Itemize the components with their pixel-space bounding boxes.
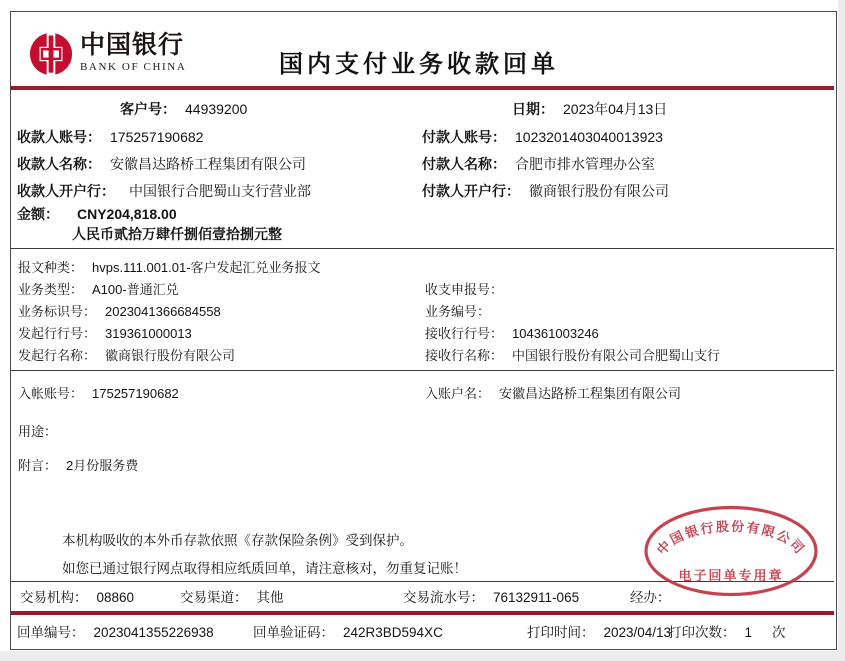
payer-name-row [422, 154, 655, 174]
transaction-serial-label: 交易流水号： [403, 590, 484, 605]
verify-code-label: 回单验证码： [253, 625, 334, 640]
amount-row [17, 204, 177, 224]
payer-bank-row [422, 181, 669, 201]
credit-name-label: 入账户名： [425, 386, 491, 401]
customer-no-row [120, 99, 247, 119]
msg-type-row [18, 257, 321, 276]
transaction-channel-row [180, 586, 284, 606]
purpose-row [18, 421, 66, 440]
payer-name-value: 合肥市排水管理办公室 [515, 156, 655, 172]
credit-name-row [425, 383, 681, 402]
payee-bank-value: 中国银行合肥蜀山支行营业部 [129, 183, 311, 199]
msg-type-value: hvps.111.001.01-客户发起汇兑业务报文 [92, 260, 321, 275]
receipt-no-value: 2023041355226938 [93, 625, 214, 640]
date-value: 2023年04月13日 [563, 101, 668, 117]
bank-name-en: BANK OF CHINA [80, 61, 187, 73]
receiver-bank-name-value: 中国银行股份有限公司合肥蜀山支行 [512, 348, 721, 363]
payee-name-value: 安徽昌达路桥工程集团有限公司 [110, 156, 306, 172]
biz-no-label: 业务编号： [425, 304, 491, 319]
declare-no-row [425, 279, 512, 298]
payee-bank-row [17, 181, 311, 201]
print-count-value: 1 [744, 625, 753, 640]
transaction-channel-value: 其他 [256, 590, 284, 605]
amount-label: 金额： [17, 206, 59, 222]
date-row [512, 99, 667, 119]
biz-type-label: 业务类型： [18, 282, 84, 297]
date-label: 日期： [512, 101, 554, 117]
payee-account-row [17, 127, 203, 147]
msg-type-label: 报文种类： [18, 260, 84, 275]
operator-label: 经办： [630, 590, 671, 605]
receiver-bank-no-label: 接收行行号： [425, 326, 504, 341]
payee-account-label: 收款人账号： [17, 129, 101, 145]
bank-electronic-seal [641, 503, 821, 600]
credit-name-value: 安徽昌达路桥工程集团有限公司 [499, 386, 682, 401]
payee-name-row [17, 154, 306, 174]
purpose-label: 用途： [18, 424, 58, 439]
receipt-no-row [17, 621, 214, 641]
seal-arc-text: 中国银行股份有限公司 [653, 518, 809, 558]
print-count-unit [772, 621, 786, 641]
biz-id-row [18, 301, 221, 320]
sender-bank-no-row [18, 323, 192, 342]
remark-value: 2月份服务费 [66, 458, 139, 473]
section-rule-1 [11, 248, 834, 249]
payee-name-label: 收款人名称： [17, 156, 101, 172]
deposit-insurance-notice: 本机构吸收的本外币存款依照《存款保险条例》受到保护。 [62, 533, 413, 548]
verify-code-row [253, 621, 443, 641]
print-time-row [527, 621, 671, 641]
payee-bank-label: 收款人开户行： [17, 183, 115, 199]
credit-account-value: 175257190682 [92, 386, 179, 401]
receipt-no-label: 回单编号： [17, 625, 85, 640]
sender-bank-name-value: 徽商银行股份有限公司 [105, 348, 236, 363]
print-count-row [668, 621, 752, 641]
transaction-org-label: 交易机构： [20, 590, 88, 605]
svg-text:中国银行股份有限公司 [654, 519, 808, 558]
receiver-bank-name-label: 接收行名称： [425, 348, 504, 363]
biz-id-label: 业务标识号： [18, 304, 97, 319]
amount-value: CNY204,818.00 [77, 206, 177, 222]
sender-bank-no-value: 319361000013 [105, 326, 192, 341]
seal-icon [641, 503, 821, 600]
remark-row [18, 455, 138, 474]
customer-no-value: 44939200 [185, 101, 248, 117]
sender-bank-name-row [18, 345, 235, 364]
print-count-label: 打印次数： [668, 625, 736, 640]
payer-account-label: 付款人账号： [422, 129, 506, 145]
duplicate-booking-notice: 如您已通过银行网点取得相应纸质回单，请注意核对，勿重复记账！ [62, 561, 467, 576]
seal-center-text: 电子回单专用章 [678, 568, 784, 583]
customer-no-label: 客户号： [120, 101, 176, 117]
remark-label: 附言： [18, 458, 58, 473]
receiver-bank-no-row [425, 323, 599, 342]
biz-type-value: A100-普通汇兑 [92, 282, 179, 297]
biz-type-row [18, 279, 179, 298]
payer-name-label: 付款人名称： [422, 156, 506, 172]
transaction-org-value: 08860 [96, 590, 135, 605]
declare-no-label: 收支申报号： [425, 282, 504, 297]
biz-id-value: 2023041366684558 [105, 304, 221, 319]
amount-in-words-row [72, 224, 282, 244]
transaction-org-row [20, 586, 134, 606]
footer-rule-red [11, 611, 834, 615]
print-time-label: 打印时间： [527, 625, 595, 640]
payer-bank-label: 付款人开户行： [422, 183, 520, 199]
payer-account-row [422, 127, 663, 147]
payer-bank-value: 徽商银行股份有限公司 [529, 183, 669, 199]
biz-no-row [425, 301, 499, 320]
amount-in-words: 人民币贰拾万肆仟捌佰壹拾捌元整 [72, 226, 282, 242]
receiver-bank-name-row [425, 345, 720, 364]
transaction-channel-label: 交易渠道： [180, 590, 248, 605]
credit-account-label: 入帐账号： [18, 386, 84, 401]
section-rule-2 [11, 370, 834, 371]
sender-bank-no-label: 发起行行号： [18, 326, 97, 341]
bank-name-cn: 中国银行 [80, 32, 185, 59]
verify-code-value: 242R3BD594XC [343, 625, 443, 640]
payee-account-value: 175257190682 [110, 129, 204, 145]
payer-account-value: 1023201403040013923 [515, 129, 663, 145]
transaction-serial-value: 76132911-065 [493, 590, 580, 605]
print-count-unit-label: 次 [772, 625, 786, 640]
sender-bank-name-label: 发起行名称： [18, 348, 97, 363]
header-rule [11, 86, 834, 90]
transaction-serial-row [403, 586, 579, 606]
receiver-bank-no-value: 104361003246 [512, 326, 599, 341]
print-time-value: 2023/04/13 [603, 625, 672, 640]
credit-account-row [18, 383, 179, 402]
document-title: 国内支付业务收款回单 [279, 52, 559, 78]
